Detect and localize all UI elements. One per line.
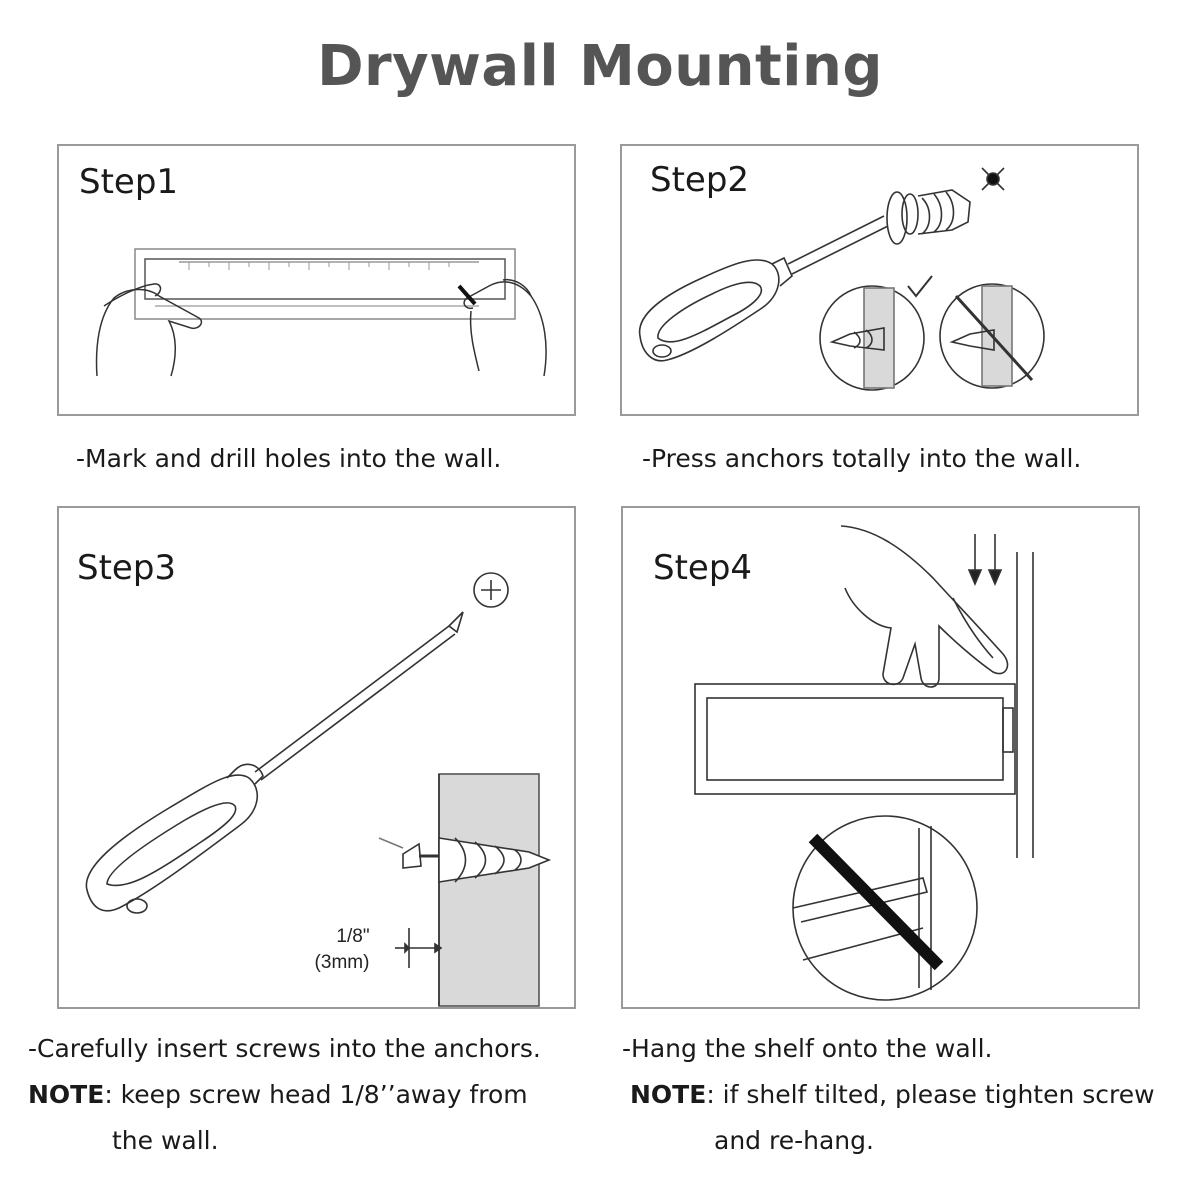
step1-caption: -Mark and drill holes into the wall. [76, 444, 502, 473]
step4-panel [621, 506, 1140, 1009]
step3-note-text: : keep screw head 1/8’’away from [104, 1080, 528, 1109]
step4-note-text: : if shelf tilted, please tighten screw [706, 1080, 1155, 1109]
dimension-inch-label: 1/8" [336, 926, 370, 947]
step2-label: Step2 [650, 160, 750, 200]
step4-note [630, 1080, 1155, 1109]
step1-panel [57, 144, 576, 416]
step2-caption: -Press anchors totally into the wall. [642, 444, 1082, 473]
step4-note-continued: and re-hang. [714, 1126, 874, 1155]
step3-panel [57, 506, 576, 1009]
dimension-mm-label: (3mm) [314, 952, 370, 973]
step1-label: Step1 [79, 162, 179, 202]
step4-caption: -Hang the shelf onto the wall. [622, 1034, 993, 1063]
step2-panel [620, 144, 1139, 416]
step3-note [28, 1080, 528, 1109]
step3-note-label: NOTE [28, 1080, 105, 1109]
step4-note-label: NOTE [630, 1080, 707, 1109]
step3-caption: -Carefully insert screws into the anchors. [28, 1034, 541, 1063]
step3-note-continued: the wall. [112, 1126, 219, 1155]
step4-label: Step4 [653, 548, 753, 588]
page-title: Drywall Mounting [317, 34, 883, 99]
step3-label: Step3 [77, 548, 177, 588]
